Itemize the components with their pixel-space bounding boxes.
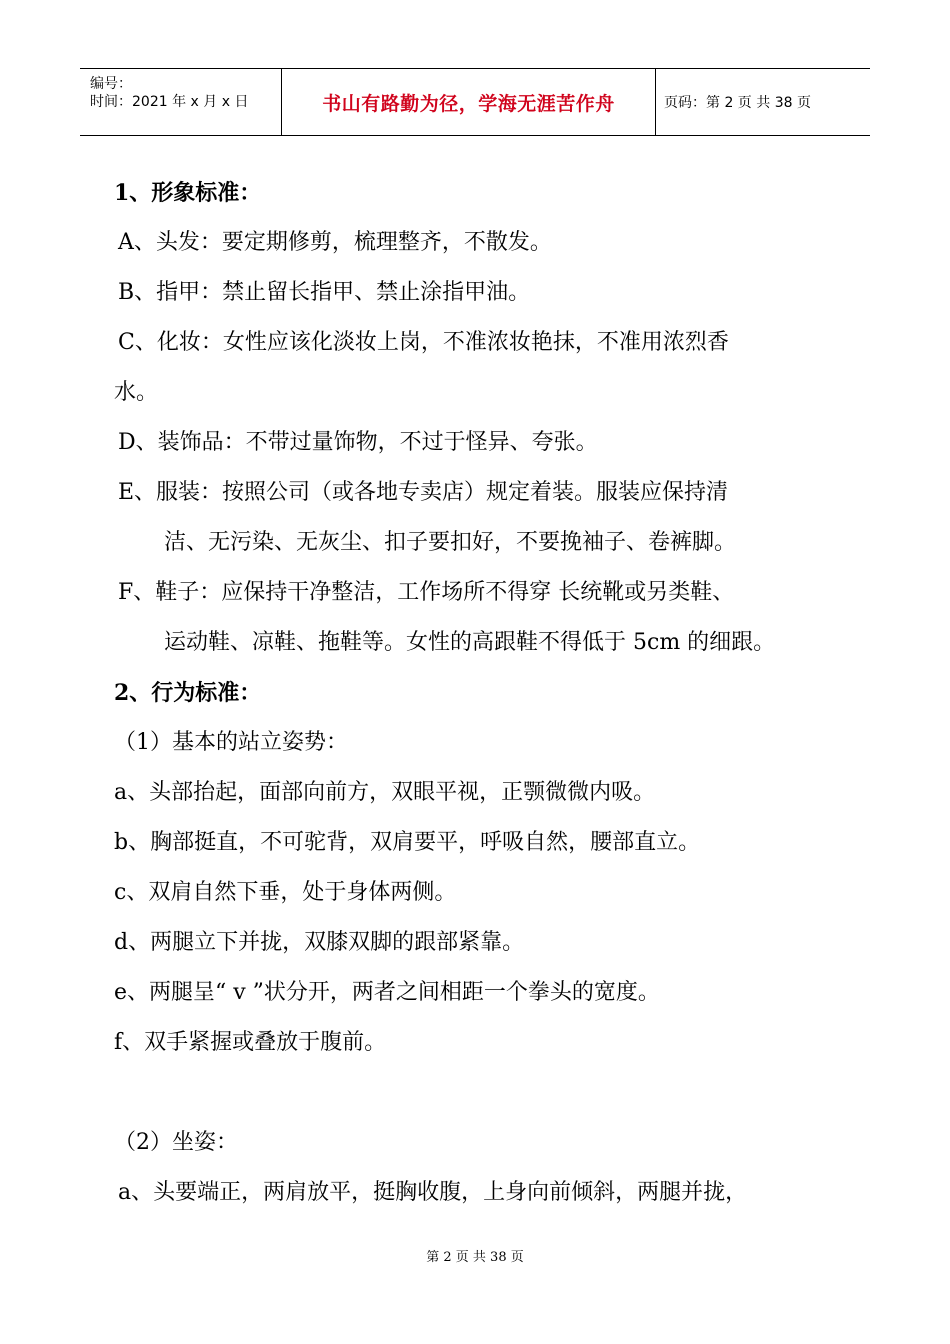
- section-heading: 2、行为标准：: [114, 680, 262, 706]
- section-heading: 1、形象标准：: [114, 180, 262, 206]
- paragraph-line: a、头要端正，两肩放平，挺胸收腹，上身向前倾斜，两腿并拢，: [118, 1180, 748, 1205]
- paragraph-line: A、头发：要定期修剪，梳理整齐，不散发。: [118, 230, 552, 255]
- paragraph-line: F、鞋子：应保持干净整洁，工作场所不得穿 长统靴或另类鞋、: [118, 580, 735, 605]
- document-body: [114, 168, 859, 1218]
- paragraph-line: c、双肩自然下垂，处于身体两侧。: [114, 880, 457, 905]
- paragraph-line: a、头部抬起，面部向前方，双眼平视，正颚微微内吸。: [114, 780, 656, 805]
- blank-line: [114, 1068, 859, 1118]
- paragraph-line: （1）基本的站立姿势：: [114, 730, 348, 755]
- paragraph-line: 洁、无污染、无灰尘、扣子要扣好，不要挽袖子、卷裤脚。: [164, 530, 737, 555]
- header-meta-cell: [80, 69, 282, 135]
- paragraph-line: D、装饰品：不带过量饰物，不过于怪异、夸张。: [118, 430, 598, 455]
- paragraph-line: 运动鞋、凉鞋、拖鞋等。女性的高跟鞋不得低于 5cm 的细跟。: [164, 630, 776, 655]
- paragraph-line: （2）坐姿：: [114, 1130, 238, 1155]
- document-date-label: 时间：2021 年 x 月 x 日: [90, 94, 249, 110]
- header-motto-cell: [282, 69, 656, 135]
- paragraph-line: 水。: [114, 380, 159, 405]
- page-footer: 第 2 页 共 38 页: [426, 1250, 524, 1265]
- header-table: [80, 68, 870, 136]
- paragraph-line: f、双手紧握或叠放于腹前。: [114, 1030, 387, 1055]
- header-page-info: 页码：第 2 页 共 38 页: [664, 95, 811, 111]
- paragraph-line: e、两腿呈“ v ”状分开，两者之间相距一个拳头的宽度。: [114, 980, 660, 1005]
- paragraph-line: d、两腿立下并拢，双膝双脚的跟部紧靠。: [114, 930, 525, 955]
- document-number-label: 编号：: [90, 76, 132, 92]
- paragraph-line: E、服装：按照公司（或各地专卖店）规定着装。服装应保持清: [118, 480, 729, 505]
- header-page-cell: [656, 69, 870, 135]
- header-motto: 书山有路勤为径，学海无涯苦作舟: [322, 92, 615, 115]
- paragraph-line: B、指甲：禁止留长指甲、禁止涂指甲油。: [118, 280, 531, 305]
- paragraph-line: C、化妆：女性应该化淡妆上岗，不准浓妆艳抹，不准用浓烈香: [118, 330, 729, 355]
- paragraph-line: b、胸部挺直，不可驼背，双肩要平，呼吸自然，腰部直立。: [114, 830, 701, 855]
